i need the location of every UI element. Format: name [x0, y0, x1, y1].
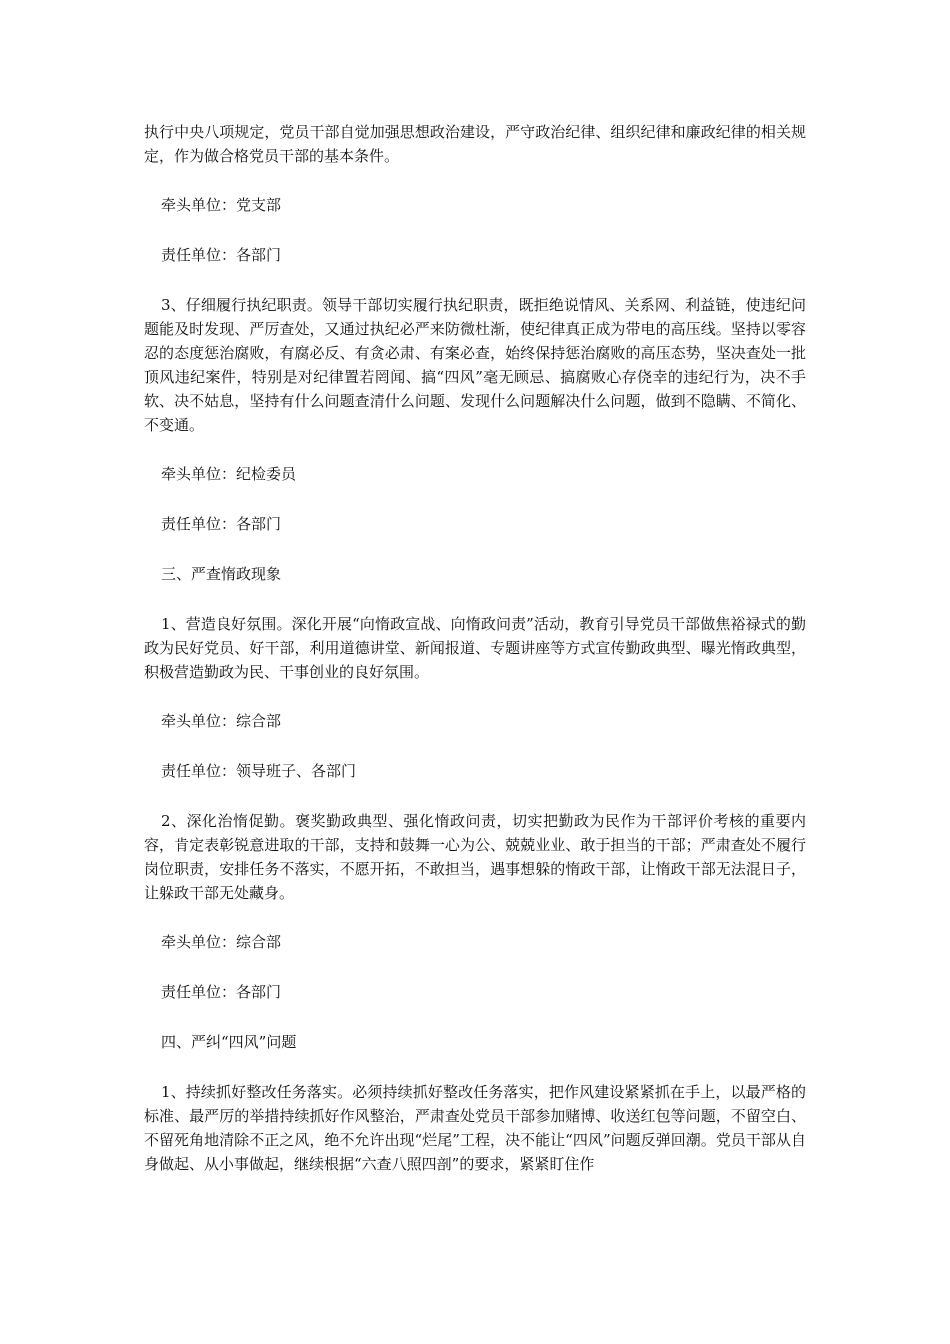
paragraph-item-1: [144, 612, 806, 684]
responsible-unit-label: 责任单位：各部门: [161, 246, 282, 264]
lead-unit-label: 牵头单位：综合部: [161, 712, 282, 730]
paragraph-item-1-section-4: [144, 1080, 806, 1176]
lead-unit-label: 牵头单位：综合部: [161, 933, 282, 951]
paragraph-item-2: [144, 809, 806, 905]
paragraph-item-3: [144, 293, 806, 437]
paragraph-item-1-text: 1、营造良好氛围。深化开展“向惰政宣战、向惰政问责”活动，教育引导党员干部做焦裕禄式的勤政为民好党员、好干部，利用道德讲堂、新闻报道、专题讲座等方式宣传勤政典型、曝光惰政典型，积极营造勤政为民、干事创业的良好氛围。: [144, 615, 806, 681]
paragraph-item-1-section-4-text: 1、持续抓好整改任务落实。必须持续抓好整改任务落实，把作风建设紧紧抓在手上，以最严格的标准、最严厉的举措持续抓好作风整治，严肃查处党员干部参加赌博、收送红包等问题，不留空白、不留死角地清除不正之风，绝不允许出现“烂尾”工程，决不能让“四风”问题反弹回潮。党员干部从自身做起、从小事做起，继续根据“六查八照四剖”的要求，紧紧盯住作: [144, 1083, 806, 1173]
paragraph-item-2-text: 2、深化治惰促勤。褒奖勤政典型、强化惰政问责，切实把勤政为民作为干部评价考核的重要内容，肯定表彰锐意进取的干部，支持和鼓舞一心为公、兢兢业业、敢于担当的干部；严肃查处不履行岗位职责，安排任务不落实，不愿开拓，不敢担当，遇事想躲的惰政干部，让惰政干部无法混日子，让躲政干部无处藏身。: [144, 812, 806, 902]
responsible-unit-label: 责任单位：领导班子、各部门: [161, 762, 357, 780]
document-page: [144, 120, 806, 1201]
section-heading-4: 四、严纠“四风”问题: [161, 1033, 297, 1051]
paragraph-item-3-text: 3、仔细履行执纪职责。领导干部切实履行执纪职责，既拒绝说情风、关系网、利益链，使违纪问题能及时发现、严厉查处，又通过执纪必严来防微杜渐，使纪律真正成为带电的高压线。坚持以零容忍的态度惩治腐败，有腐必反、有贪必肃、有案必查，始终保持惩治腐败的高压态势，坚决查处一批顶风违纪案件，特别是对纪律置若罔闻、搞“四风”毫无顾忌、搞腐败心存侥幸的违纪行为，决不手软、决不姑息，坚持有什么问题查清什么问题、发现什么问题解决什么问题，做到不隐瞒、不简化、不变通。: [144, 296, 806, 434]
responsible-unit-label: 责任单位：各部门: [161, 983, 282, 1001]
section-heading-3: 三、严查惰政现象: [161, 565, 282, 583]
lead-unit-label: 牵头单位：党支部: [161, 196, 282, 214]
paragraph-continuation: 执行中央八项规定，党员干部自觉加强思想政治建设，严守政治纪律、组织纪律和廉政纪律的相关规定，作为做合格党员干部的基本条件。: [144, 123, 806, 165]
responsible-unit-label: 责任单位：各部门: [161, 515, 282, 533]
lead-unit-label: 牵头单位：纪检委员: [161, 465, 297, 483]
